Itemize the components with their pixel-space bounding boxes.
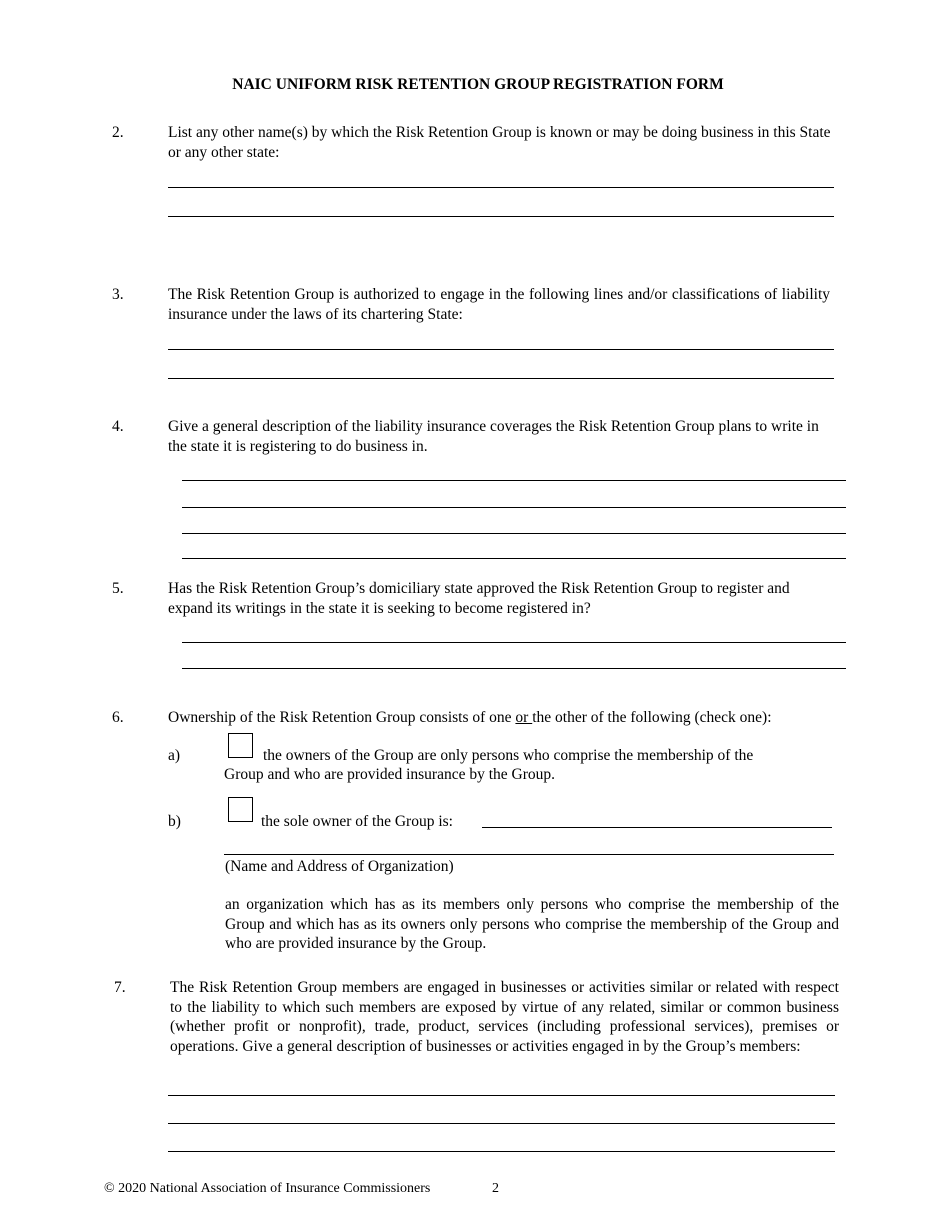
name-address-caption: (Name and Address of Organization)	[225, 858, 454, 875]
sole-owner-line[interactable]	[482, 827, 832, 828]
answer-line-2b[interactable]	[168, 216, 834, 217]
option-a-checkbox[interactable]	[228, 733, 253, 758]
question-2-number: 2.	[112, 124, 124, 141]
question-5-text: Has the Risk Retention Group’s domiciliary state approved the Risk Retention Group to register and expand its writings in the state it is seeking to become registered in?	[168, 580, 790, 617]
answer-line-4b[interactable]	[182, 507, 846, 508]
question-4-text: Give a general description of the liability insurance coverages the Risk Retention Group plans to write in the state it is registering to do business in.	[168, 418, 819, 455]
question-5-number: 5.	[112, 580, 124, 597]
question-4-number: 4.	[112, 418, 124, 435]
question-6-text-underlined: or	[515, 709, 533, 726]
question-2-text: List any other name(s) by which the Risk Retention Group is known or may be doing business in this State or any other state:	[168, 124, 831, 161]
answer-line-5a[interactable]	[182, 642, 846, 643]
question-3-number: 3.	[112, 286, 124, 303]
answer-line-4d[interactable]	[182, 558, 846, 559]
option-a-line2: Group and who are provided insurance by the Group.	[224, 766, 556, 783]
answer-line-3b[interactable]	[168, 378, 834, 379]
question-6-text-after: the other of the following (check one):	[532, 709, 772, 726]
question-7-number: 7.	[114, 979, 126, 996]
question-7-text: The Risk Retention Group members are engaged in businesses or activities similar or related with respect to the liability to which such members are exposed by virtue of any related, similar or common business (whether profit or nonprofit), trade, product, services (including professional services), premises or operations. Give a general description of businesses or activities engaged in by the Group’s members:	[170, 979, 839, 1055]
option-b-checkbox[interactable]	[228, 797, 253, 822]
answer-line-4a[interactable]	[182, 480, 846, 481]
question-6-text-before: Ownership of the Risk Retention Group consists of one	[168, 709, 516, 726]
form-title: NAIC UNIFORM RISK RETENTION GROUP REGISTRATION FORM	[232, 76, 724, 93]
option-a-line1: the owners of the Group are only persons who comprise the membership of the	[263, 747, 754, 764]
option-a-label: a)	[168, 747, 181, 764]
option-b-description: an organization which has as its members only persons who comprise the membership of the Group and which has as its owners only persons who comprise the membership of the Group and who are provided insurance by the Group.	[225, 896, 839, 952]
option-b-text: the sole owner of the Group is:	[261, 813, 453, 830]
question-6-text	[168, 708, 848, 728]
answer-line-2a[interactable]	[168, 187, 834, 188]
answer-line-4c[interactable]	[182, 533, 846, 534]
question-6-number: 6.	[112, 709, 124, 726]
footer-copyright: © 2020 National Association of Insurance Commissioners	[104, 1181, 431, 1196]
question-3-text: The Risk Retention Group is authorized to engage in the following lines and/or classifications of liability insurance under the laws of its chartering State:	[168, 286, 830, 323]
answer-line-5b[interactable]	[182, 668, 846, 669]
footer-page-number: 2	[492, 1181, 499, 1196]
answer-line-7a[interactable]	[168, 1095, 835, 1096]
answer-line-7b[interactable]	[168, 1123, 835, 1124]
option-b-label: b)	[168, 813, 181, 830]
answer-line-3a[interactable]	[168, 349, 834, 350]
organization-name-address-line[interactable]	[224, 854, 834, 855]
answer-line-7c[interactable]	[168, 1151, 835, 1152]
